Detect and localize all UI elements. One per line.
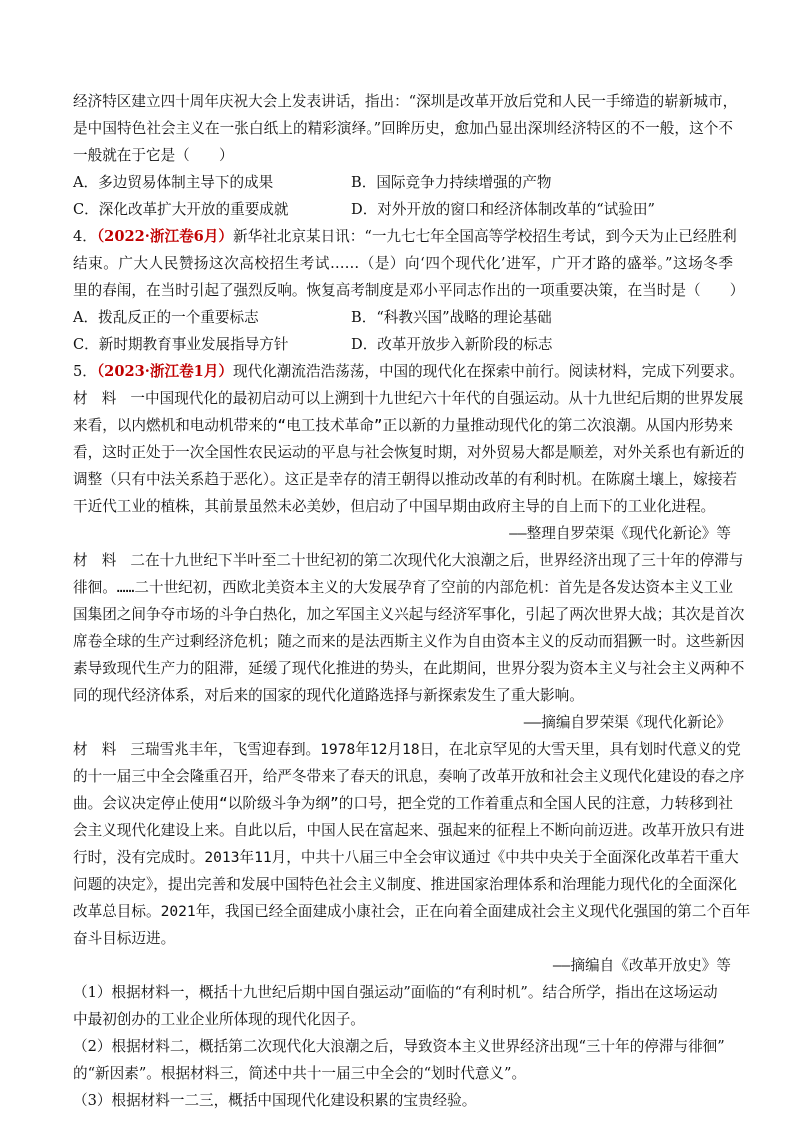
question-3-options-row [73,169,733,196]
option-c[interactable]: C．新时期教育事业发展指导方针 [73,336,289,353]
material-2-line: 席卷全球的生产过剩经济危机；随之而来的是法西斯主义作为自由资本主义的反动而猖獗一时。这些新因 [73,633,745,650]
question-source-tag: （2022·浙江卷6月） [96,228,234,245]
material-3 [73,736,751,979]
question-4 [73,223,745,358]
material-1-source: ——整理自罗荣渠《现代化新论》等 [509,525,731,542]
material-2 [73,547,745,736]
material-1 [73,385,745,547]
question-5-text: 现代化潮流浩浩荡荡，中国的现代化在探索中前行。阅读材料，完成下列要求。 [233,363,744,380]
exam-page [73,88,751,1114]
material-2-text: 在十九世纪下半叶至二十世纪初的第二次现代化大浪潮之后，世界经济出现了三十年的停滞与 [145,552,744,569]
sub-question-line: （2）根据材料二，概括第二次现代化大浪潮之后，导致资本主义世界经济出现“三十年的停滞与徘徊” [73,1038,725,1055]
material-2-line: 国集团之间争夺市场的斗争白热化，加之军国主义兴起与经济军事化，引起了两次世界大战；其次是首次 [73,606,745,623]
question-number: 5． [73,363,97,380]
sub-question-line: （1）根据材料一，概括十九世纪后期中国自强运动”面临的“有利时机”。结合所学，指出在这场运动 [73,984,718,1001]
question-3-line: 一般就在于它是（ ） [73,147,234,164]
question-4-line: 里的春闱，在当时引起了强烈反响。恢复高考制度是邓小平同志作出的一项重要决策，在当时是（ ） [73,282,745,299]
sub-questions [73,979,733,1114]
material-2-first-line [73,547,744,574]
material-3-line: 问题的决定》，提出完善和发展中国特色社会主义制度、推进国家治理体系和治理能力现代化的全面深化 [73,876,738,893]
sub-question-line: （3）根据材料一二三，概括中国现代化建设积累的宝贵经验。 [73,1092,477,1109]
question-4-options-row [73,304,733,331]
material-1-line: 看，这时正处于一次全国性农民运动的平息与社会恢复时期，对外贸易大都是顺差，对外关系也有新近的 [73,444,745,461]
material-1-line: 来看，以内燃机和电动机带来的“电工技术革命”正以新的力量推动现代化的第二次浪潮。从国内形势来 [73,417,733,434]
material-2-line: 徘徊。……二十世纪初，西欧北美资本主义的大发展孕育了空前的内部危机：首先是各发达资本主义工业 [73,579,733,596]
material-1-text: 中国现代化的最初启动可以上溯到十九世纪六十年代的自强运动。从十九世纪后期的世界发展 [145,390,744,407]
option-a[interactable]: A．拨乱反正的一个重要标志 [73,309,259,326]
sub-question-line: 的“新因素”。根据材料三，简述中共十一届三中全会的“划时代意义”。 [73,1065,527,1082]
question-4-options-row [73,331,733,358]
option-d[interactable]: D．改革开放步入新阶段的标志 [351,336,553,353]
question-4-first-line [73,223,737,250]
question-4-line: 结束。广大人民赞扬这次高校招生考试……（是）向‘四个现代化’进军，广开才路的盛举。”这场冬季 [73,255,733,272]
option-b[interactable]: B．国际竞争力持续增强的产物 [351,174,552,191]
material-1-line: 调整（只有中法关系趋于恶化）。这正是幸存的清王朝得以推动改革的有利时机。在陈腐土壤上，嫁接若 [73,471,738,488]
material-2-line: 同的现代经济体系，对后来的国家的现代化道路选择与新探索发生了重大影响。 [73,687,584,704]
option-b[interactable]: B．“科教兴国”战略的理论基础 [351,309,552,326]
material-3-line: 奋斗目标迈进。 [73,930,176,947]
option-a[interactable]: A．多边贸易体制主导下的成果 [73,174,274,191]
question-3-options-row [73,196,733,223]
material-3-source: ——摘编自《改革开放史》等 [552,957,731,974]
option-c[interactable]: C．深化改革扩大开放的重要成就 [73,201,289,218]
material-label: 材料三 [73,741,145,758]
question-3-line: 是中国特色社会主义在一张白纸上的精彩演绎。”回眸历史，愈加凸显出深圳经济特区的不一般，这个不 [73,120,733,137]
material-1-line: 干近代工业的植株，其前景虽然未必美妙，但启动了中国早期由政府主导的自上而下的工业化进程。 [73,498,716,515]
material-3-text: 瑞雪兆丰年，飞雪迎春到。1978年12月18日，在北京罕见的大雪天里，具有划时代意义的党 [145,741,741,758]
material-label: 材料二 [73,552,145,569]
question-source-tag: （2023·浙江卷1月） [96,363,234,380]
material-2-source: ——摘编自罗荣渠《现代化新论》 [523,714,731,731]
option-d[interactable]: D．对外开放的窗口和经济体制改革的“试验田” [351,201,655,218]
question-4-text: 新华社北京某日讯：“一九七七年全国高等学校招生考试，到今天为止已经胜利 [233,228,737,245]
question-number: 4． [73,228,97,245]
material-3-first-line [73,736,741,763]
material-3-line: 会主义现代化建设上来。自此以后，中国人民在富起来、强起来的征程上不断向前迈进。改革开放只有进 [73,822,745,839]
material-3-line: 曲。会议决定停止使用“以阶级斗争为纲”的口号，把全党的工作着重点和全国人民的注意，力转移到社 [73,795,733,812]
material-3-line: 的十一届三中全会隆重召开，给严冬带来了春天的讯息，奏响了改革开放和社会主义现代化建设的春之序 [73,768,745,785]
question-5-first-line [73,358,744,385]
material-3-line: 行时，没有完成时。2013年11月，中共十八届三中全会审议通过《中共中央关于全面深化改革若干重大 [73,849,739,866]
material-1-first-line [73,385,744,412]
sub-question-line: 中最初创办的工业企业所体现的现代化因子。 [73,1011,365,1028]
material-3-line: 改革总目标。2021年，我国已经全面建成小康社会，正在向着全面建成社会主义现代化强国的第二个百年 [73,903,751,920]
question-5 [73,358,751,1114]
material-2-line: 素导致现代生产力的阻滞，延缓了现代化推进的势头，在此期间，世界分裂为资本主义与社会主义两种不 [73,660,745,677]
material-label: 材料一 [73,390,145,407]
question-3 [73,88,738,223]
question-3-line: 经济特区建立四十周年庆祝大会上发表讲话，指出：“深圳是改革开放后党和人民一手缔造的崭新城市， [73,93,738,110]
